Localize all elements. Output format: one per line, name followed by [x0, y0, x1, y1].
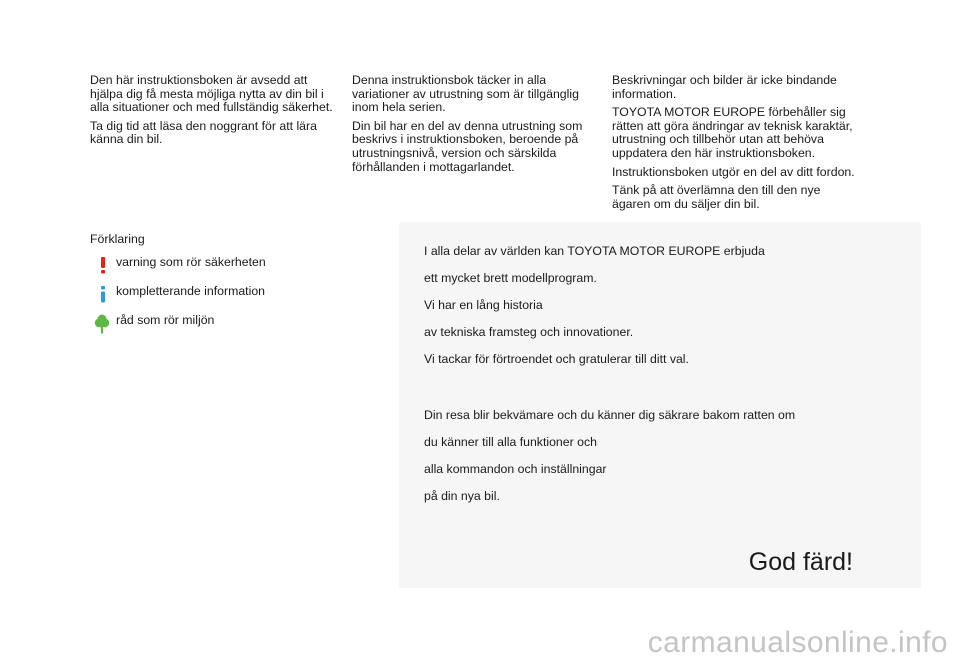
legend-label: kompletterande information: [116, 284, 266, 298]
info-icon: [96, 285, 110, 303]
welcome-line: på din nya bil.: [424, 489, 500, 503]
legend-item-warning: [90, 254, 380, 283]
welcome-line: Vi tackar för förtroendet och gratulerar till ditt val.: [424, 352, 689, 366]
intro-column-1: [90, 74, 342, 152]
welcome-line: I alla delar av världen kan TOYOTA MOTOR EUROPE erbjuda: [424, 244, 765, 258]
tree-icon: [93, 314, 111, 334]
intro-paragraph: TOYOTA MOTOR EUROPE förbehåller sig rätten att göra ändringar av teknisk karaktär, utrustning och tillbehör utan att behöva uppdatera den här instruktionsboken.: [612, 105, 853, 160]
legend-title: Förklaring: [90, 232, 145, 246]
legend-label: råd som rör miljön: [116, 313, 215, 327]
intro-paragraph: Ta dig tid att läsa den noggrant för att lära känna din bil.: [90, 118, 317, 147]
welcome-line: Din resa blir bekvämare och du känner dig säkrare bakom ratten om: [424, 408, 796, 422]
welcome-line: Vi har en lång historia: [424, 298, 543, 312]
intro-paragraph: Din bil har en del av denna utrustning som beskrivs i instruktionsboken, beroende på utrustningsnivå, version och särskilda förhållanden i mottagarlandet.: [352, 118, 583, 174]
legend-label: varning som rör säkerheten: [116, 255, 266, 269]
closing-greeting: God färd!: [748, 548, 853, 576]
welcome-line: alla kommandon och inställningar: [424, 462, 607, 476]
intro-paragraph: Instruktionsboken utgör en del av ditt fordon.: [612, 164, 855, 179]
intro-column-3: [612, 74, 862, 216]
intro-paragraph: Tänk på att överlämna den till den nye ägaren om du säljer din bil.: [612, 183, 821, 211]
welcome-line: ett mycket brett modellprogram.: [424, 271, 597, 285]
welcome-panel: [399, 222, 921, 588]
watermark: carmanualsonline.info: [647, 626, 948, 659]
warning-exclamation-icon: [96, 256, 110, 274]
welcome-line: du känner till alla funktioner och: [424, 435, 597, 449]
legend-item-info: [90, 283, 380, 312]
legend-item-environment: [90, 312, 380, 341]
intro-paragraph: Denna instruktionsbok täcker in alla variationer av utrustning som är tillgänglig inom hela serien.: [352, 73, 579, 115]
intro-column-2: [352, 74, 602, 179]
welcome-line: av tekniska framsteg och innovationer.: [424, 325, 634, 339]
intro-paragraph: Beskrivningar och bilder är icke bindande information.: [612, 73, 837, 101]
intro-paragraph: Den här instruktionsboken är avsedd att hjälpa dig få mesta möjliga nytta av din bil i alla situationer och med fullständig säkerhet.: [90, 73, 333, 115]
legend: [90, 232, 380, 341]
